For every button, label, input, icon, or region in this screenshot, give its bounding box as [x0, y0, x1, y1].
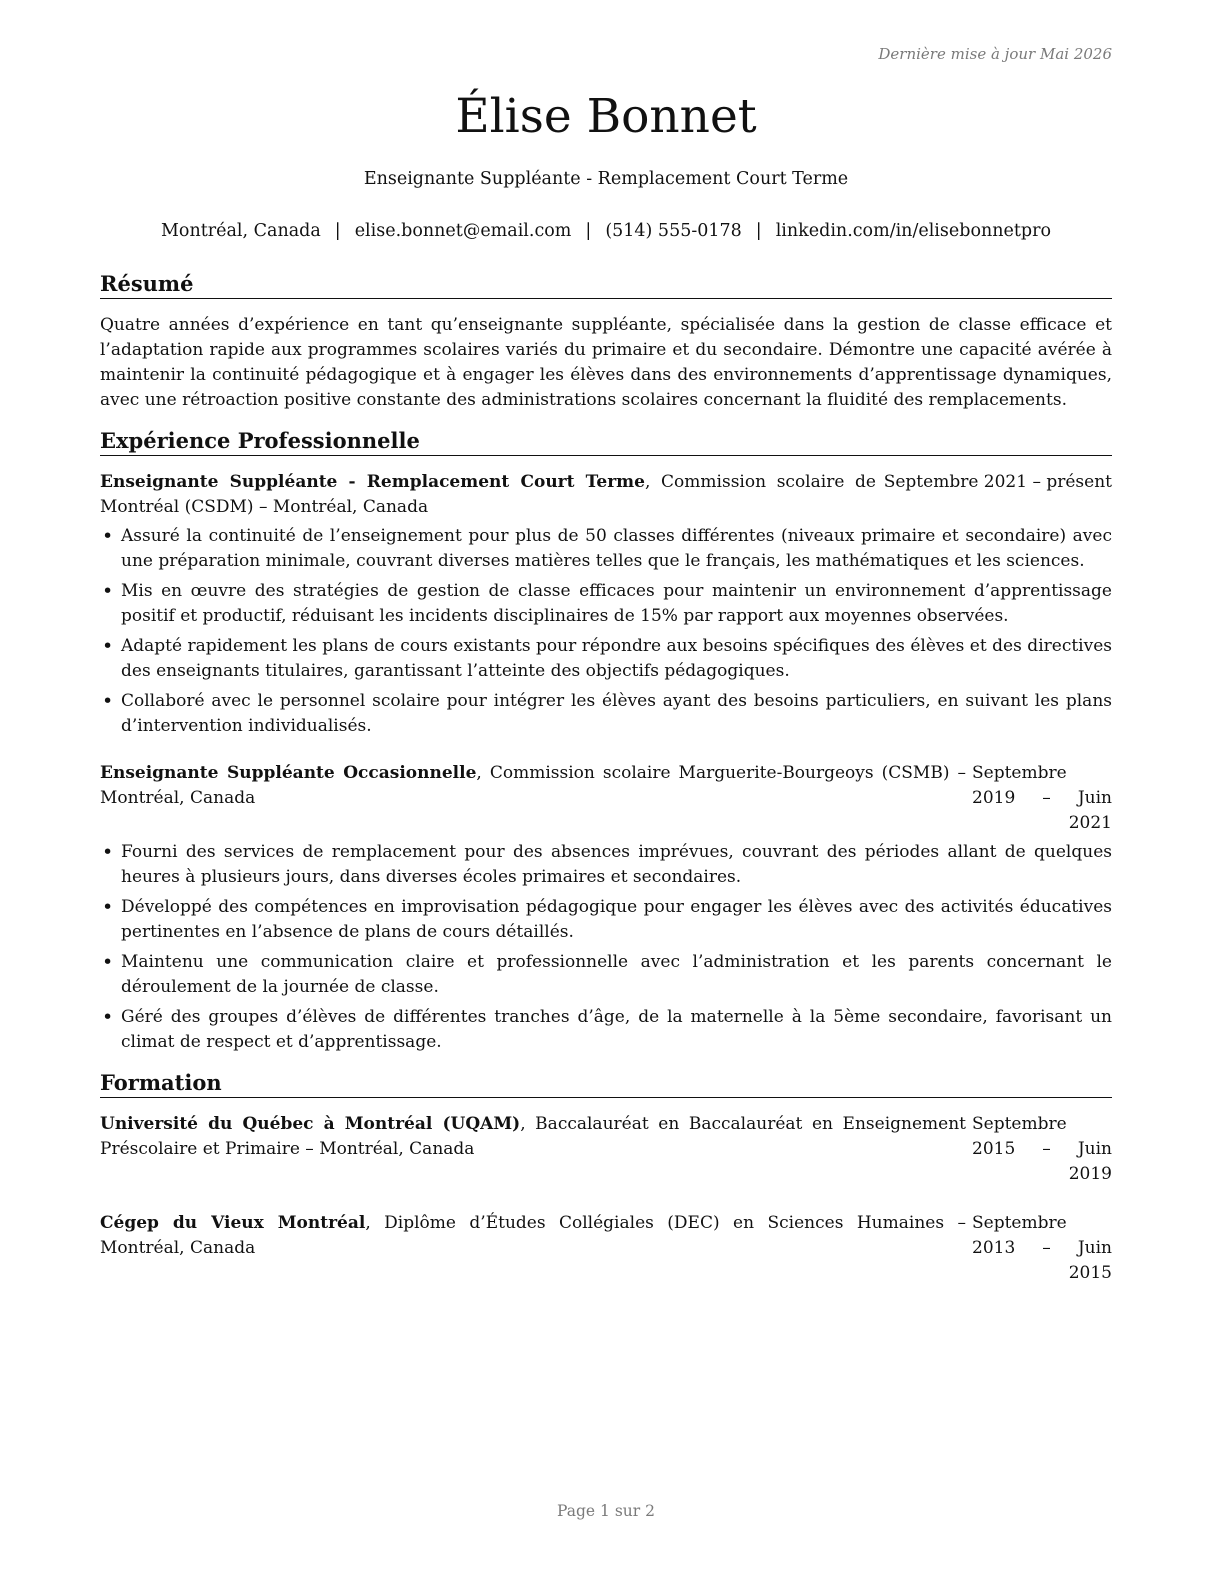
section-title-experience: Expérience Professionnelle	[100, 427, 1112, 456]
entry-bullets	[100, 524, 1112, 739]
list-item: • Assuré la continuité de l’enseignement pour plus de 50 classes différentes (niveaux primaire et secondaire) avec une préparation minimale, couvrant diverses matières telles que le français, les mathématiques et les sciences.	[100, 524, 1112, 574]
education-section	[100, 1069, 1112, 1286]
resume-page	[100, 0, 1112, 1584]
candidate-name: Élise Bonnet	[455, 89, 757, 144]
entry-date: Septembre 2013 – Juin 2015	[972, 1213, 1112, 1283]
section-title-education: Formation	[100, 1069, 1112, 1098]
entry-title	[100, 761, 966, 836]
entry-date: Septembre 2015 – Juin 2019	[972, 1114, 1112, 1184]
contact-phone: (514) 555-0178	[605, 221, 742, 241]
contact-separator: |	[755, 221, 762, 241]
experience-entry	[100, 470, 1112, 739]
resume-content	[100, 270, 1112, 1299]
entry-title	[100, 1211, 966, 1286]
entry-title	[100, 470, 876, 520]
list-item: • Collaboré avec le personnel scolaire pour intégrer les élèves ayant des besoins particuliers, en suivant les plans d’intervention individualisés.	[100, 689, 1112, 739]
experience-section	[100, 427, 1112, 1055]
entry-header	[100, 761, 1112, 836]
summary-text: Quatre années d’expérience en tant qu’enseignante suppléante, spécialisée dans la gestion de classe efficace et l’adaptation rapide aux programmes scolaires variés du primaire et du secondaire. Démontre une capacité avérée à maintenir la continuité pédagogique et à engager les élèves dans des environnements d’apprentissage dynamiques, avec une rétroaction positive constante des administrations scolaires concernant la fluidité des remplacements.	[100, 315, 1112, 410]
contact-location: Montréal, Canada	[160, 221, 321, 241]
last-updated: Dernière mise à jour Mai 2026	[878, 45, 1112, 63]
entry-org: , Commission scolaire de Montréal (CSDM) – Montréal, Canada	[100, 472, 876, 517]
entry-header	[100, 470, 1112, 520]
entry-header	[100, 1112, 1112, 1187]
entry-school: Cégep du Vieux Montréal	[100, 1213, 366, 1233]
education-entry	[100, 1112, 1112, 1187]
entry-header	[100, 1211, 1112, 1286]
contact-line	[100, 220, 1112, 242]
entry-role: Enseignante Suppléante Occasionnelle	[100, 763, 477, 783]
contact-separator: |	[334, 221, 341, 241]
entry-school: Université du Québec à Montréal (UQAM)	[100, 1114, 521, 1134]
candidate-subtitle: Enseignante Suppléante - Remplacement Court Terme	[363, 169, 849, 189]
list-item: • Adapté rapidement les plans de cours existants pour répondre aux besoins spécifiques des élèves et des directives des enseignants titulaires, garantissant l’atteinte des objectifs pédagogiques.	[100, 634, 1112, 684]
section-title-summary: Résumé	[100, 270, 1112, 299]
list-item: • Maintenu une communication claire et professionnelle avec l’administration et les parents concernant le déroulement de la journée de classe.	[100, 950, 1112, 1000]
list-item: • Fourni des services de remplacement pour des absences imprévues, couvrant des périodes allant de quelques heures à plusieurs jours, dans diverses écoles primaires et secondaires.	[100, 840, 1112, 890]
education-entry	[100, 1211, 1112, 1286]
page-number: Page 1 sur 2	[557, 1502, 655, 1520]
entry-org: , Commission scolaire Marguerite-Bourgeoys (CSMB) – Montréal, Canada	[100, 763, 966, 808]
entry-degree: , Baccalauréat en Baccalauréat en Enseignement Préscolaire et Primaire – Montréal, Canada	[100, 1114, 966, 1159]
entry-bullets	[100, 840, 1112, 1055]
entry-title	[100, 1112, 966, 1187]
summary-section	[100, 270, 1112, 413]
experience-entry	[100, 761, 1112, 1055]
list-item: • Mis en œuvre des stratégies de gestion de classe efficaces pour maintenir un environnement d’apprentissage positif et productif, réduisant les incidents disciplinaires de 15% par rapport aux moyennes observées.	[100, 579, 1112, 629]
list-item: • Développé des compétences en improvisation pédagogique pour engager les élèves avec des activités éducatives pertinentes en l’absence de plans de cours détaillés.	[100, 895, 1112, 945]
contact-email[interactable]: elise.bonnet@email.com	[354, 221, 572, 241]
entry-role: Enseignante Suppléante - Remplacement Court Terme	[100, 472, 645, 492]
entry-date: Septembre 2019 – Juin 2021	[972, 763, 1112, 833]
entry-degree: , Diplôme d’Études Collégiales (DEC) en Sciences Humaines – Montréal, Canada	[100, 1213, 966, 1258]
list-item: • Géré des groupes d’élèves de différentes tranches d’âge, de la maternelle à la 5ème secondaire, favorisant un climat de respect et d’apprentissage.	[100, 1005, 1112, 1055]
contact-separator: |	[585, 221, 592, 241]
contact-linkedin[interactable]: linkedin.com/in/elisebonnetpro	[775, 221, 1052, 241]
entry-date: Septembre 2021 – présent	[883, 472, 1112, 492]
